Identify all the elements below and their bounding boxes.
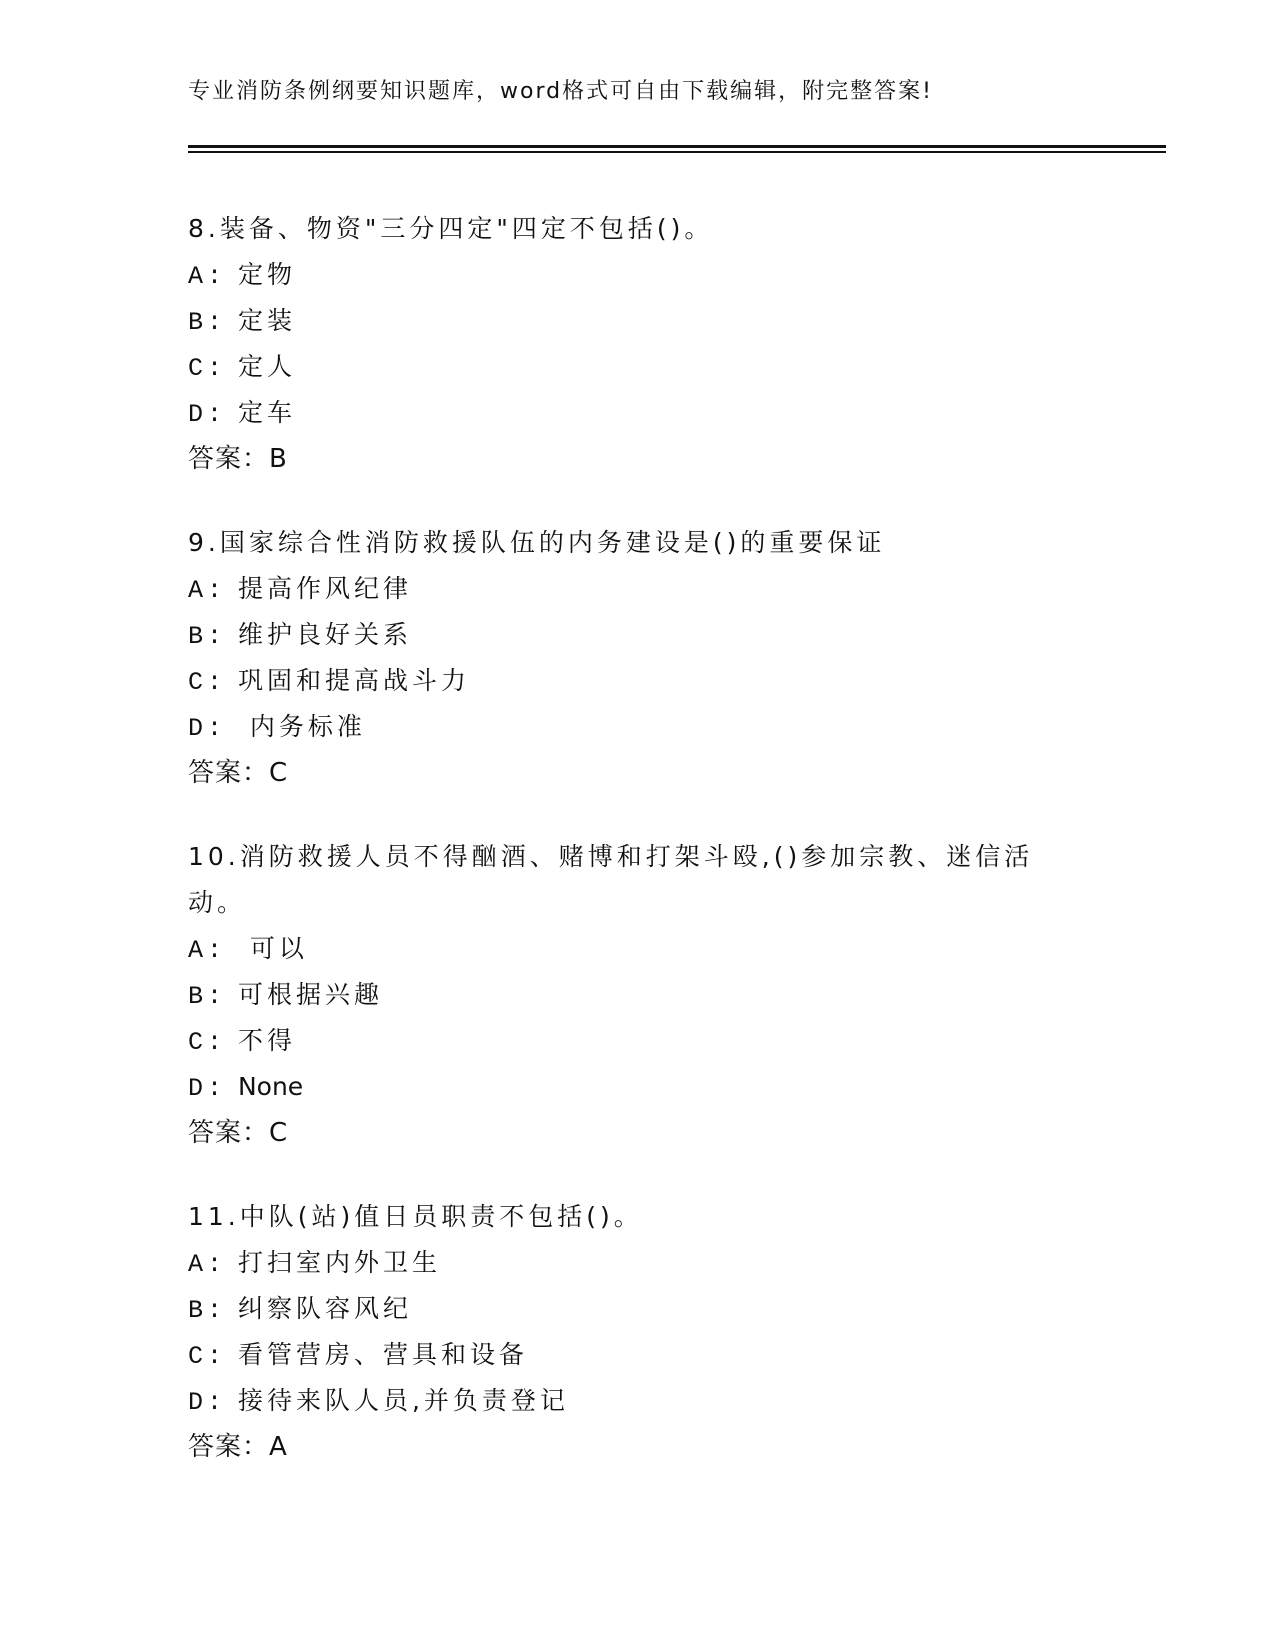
answer-line: 答案：A [188,1432,288,1462]
option-label: B: [188,982,227,1011]
option-label: B: [188,1296,227,1325]
option-text: 定人 [237,352,296,381]
option-d [188,390,1148,436]
option-c [188,344,1148,390]
option-label: D: [188,714,227,743]
option-label: C: [188,668,227,697]
option-text: 看管营房、营具和设备 [237,1340,528,1369]
option-label: D: [188,1388,227,1417]
option-label: B: [188,308,227,337]
option-c [188,1018,1148,1064]
option-a [188,252,1148,298]
option-text: 可根据兴趣 [237,980,383,1009]
option-text: 定车 [237,398,296,427]
option-label: C: [188,1028,227,1057]
option-d [188,1064,1148,1110]
question-8 [188,206,1148,482]
option-text: 巩固和提高战斗力 [237,666,470,695]
option-label: C: [188,354,227,383]
option-a [188,566,1148,612]
question-10 [188,834,1148,1156]
option-label: A: [188,1250,227,1279]
option-b [188,298,1148,344]
option-text: 可以 [237,934,308,963]
option-label: D: [188,1074,227,1103]
question-stem: 11.中队(站)值日员职责不包括()。 [188,1202,643,1231]
option-b [188,612,1148,658]
option-text: 定装 [237,306,296,335]
option-text: 内务标准 [237,712,366,741]
answer-line: 答案：C [188,1118,289,1148]
option-text: None [237,1072,304,1101]
option-text: 纠察队容风纪 [237,1294,412,1323]
page-header-text: 专业消防条例纲要知识题库，word格式可自由下载编辑，附完整答案! [188,79,933,104]
option-text: 打扫室内外卫生 [237,1248,441,1277]
option-b [188,1286,1148,1332]
option-d [188,1378,1148,1424]
option-c [188,1332,1148,1378]
option-label: D: [188,400,227,429]
option-a [188,926,1148,972]
question-11 [188,1194,1148,1470]
question-9 [188,520,1148,796]
question-stem: 8.装备、物资"三分四定"四定不包括()。 [188,214,714,243]
answer-line: 答案：B [188,444,288,474]
option-label: C: [188,1342,227,1371]
option-text: 不得 [237,1026,296,1055]
header-rule-thin [188,151,1166,153]
option-text: 维护良好关系 [237,620,412,649]
option-label: A: [188,576,227,605]
question-list [188,206,1148,1508]
option-text: 接待来队人员,并负责登记 [237,1386,569,1415]
answer-line: 答案：C [188,758,289,788]
option-label: B: [188,622,227,651]
header-rule-thick [188,145,1166,148]
option-text: 定物 [237,260,296,289]
option-a [188,1240,1148,1286]
option-d [188,704,1148,750]
option-c [188,658,1148,704]
option-b [188,972,1148,1018]
option-label: A: [188,936,227,965]
question-stem: 10.消防救援人员不得酗酒、赌博和打架斗殴,()参加宗教、迷信活动。 [188,842,1034,917]
option-text: 提高作风纪律 [237,574,412,603]
option-label: A: [188,262,227,291]
question-stem: 9.国家综合性消防救援队伍的内务建设是()的重要保证 [188,528,886,557]
